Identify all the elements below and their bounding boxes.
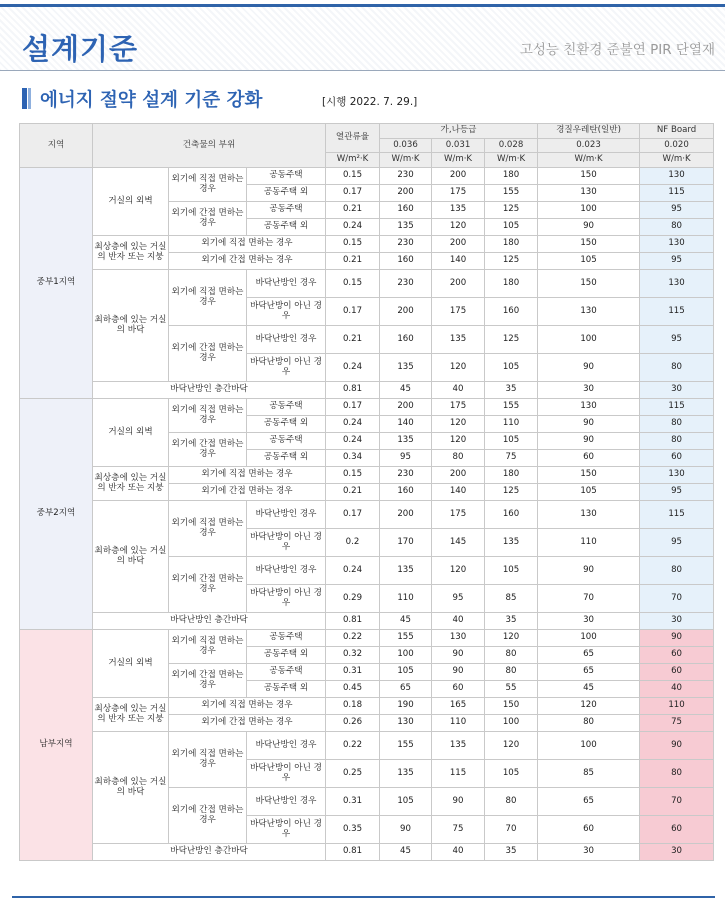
building-kind: 공동주택 외 — [247, 219, 326, 236]
cell-grade-036: 135 — [380, 760, 432, 788]
cell-grade-031: 175 — [432, 501, 485, 529]
design-standard-table — [19, 123, 714, 861]
building-kind: 공동주택 외 — [247, 647, 326, 664]
cell-grade-036: 135 — [380, 219, 432, 236]
cell-heat-transmittance: 0.81 — [326, 844, 380, 861]
part-exterior-wall: 거실의 외벽 — [93, 168, 169, 236]
cell-grade-036: 45 — [380, 382, 432, 399]
floor-heating-kind: 바닥난방이 아닌 경우 — [247, 298, 326, 326]
cell-grade-036: 230 — [380, 236, 432, 253]
cell-heat-transmittance: 0.32 — [326, 647, 380, 664]
cell-grade-028: 160 — [485, 298, 538, 326]
cell-grade-028: 70 — [485, 816, 538, 844]
table-row — [20, 613, 714, 630]
cell-heat-transmittance: 0.24 — [326, 416, 380, 433]
cell-nfboard: 80 — [640, 760, 714, 788]
cell-grade-028: 35 — [485, 382, 538, 399]
cell-grade-031: 90 — [432, 647, 485, 664]
exposure-label: 외기에 직접 면하는 경우 — [169, 168, 247, 202]
cell-heat-transmittance: 0.25 — [326, 760, 380, 788]
cell-grade-036: 135 — [380, 557, 432, 585]
building-kind: 공동주택 — [247, 664, 326, 681]
part-bottom-floor: 최하층에 있는 거실의 바닥 — [93, 732, 169, 844]
cell-urethane: 60 — [538, 450, 640, 467]
cell-heat-transmittance: 0.45 — [326, 681, 380, 698]
header-building-part: 건축물의 부위 — [93, 124, 326, 168]
exposure-label: 외기에 직접 면하는 경우 — [169, 399, 247, 433]
cell-grade-036: 105 — [380, 788, 432, 816]
floor-heating-kind: 바닥난방인 경우 — [247, 326, 326, 354]
part-bottom-floor: 최하층에 있는 거실의 바닥 — [93, 270, 169, 382]
header-group-urethane: 경질우레탄(일반) — [538, 124, 640, 139]
cell-nfboard: 30 — [640, 844, 714, 861]
exposure-label: 외기에 간접 면하는 경우 — [169, 557, 247, 613]
floor-heating-kind: 바닥난방인 경우 — [247, 270, 326, 298]
cell-nfboard: 60 — [640, 816, 714, 844]
table-row — [20, 382, 714, 399]
cell-nfboard: 80 — [640, 557, 714, 585]
exposure-label: 외기에 직접 면하는 경우 — [169, 501, 247, 557]
cell-nfboard: 115 — [640, 501, 714, 529]
cell-nfboard: 95 — [640, 202, 714, 219]
cell-grade-031: 135 — [432, 326, 485, 354]
exposure-label: 외기에 직접 면하는 경우 — [169, 630, 247, 664]
cell-urethane: 90 — [538, 354, 640, 382]
cell-urethane: 30 — [538, 844, 640, 861]
cell-grade-028: 155 — [485, 185, 538, 202]
cell-grade-031: 140 — [432, 484, 485, 501]
cell-nfboard: 115 — [640, 298, 714, 326]
floor-heating-kind: 바닥난방이 아닌 경우 — [247, 529, 326, 557]
cell-grade-028: 125 — [485, 202, 538, 219]
part-top-floor-roof: 최상층에 있는 거실의 반자 또는 지붕 — [93, 236, 169, 270]
cell-grade-031: 120 — [432, 416, 485, 433]
cell-grade-031: 120 — [432, 219, 485, 236]
building-kind: 공동주택 — [247, 399, 326, 416]
cell-grade-036: 110 — [380, 585, 432, 613]
part-interfloor: 바닥난방인 층간바닥 — [93, 613, 326, 630]
section-title: 에너지 절약 설계 기준 강화 — [40, 90, 263, 111]
cell-grade-028: 125 — [485, 253, 538, 270]
cell-nfboard: 70 — [640, 585, 714, 613]
cell-heat-transmittance: 0.81 — [326, 613, 380, 630]
exposure-label: 외기에 간접 면하는 경우 — [169, 253, 326, 270]
page-header — [0, 7, 725, 71]
exposure-label: 외기에 간접 면하는 경우 — [169, 715, 326, 732]
cell-grade-031: 130 — [432, 630, 485, 647]
exposure-label: 외기에 간접 면하는 경우 — [169, 788, 247, 844]
cell-nfboard: 130 — [640, 467, 714, 484]
cell-nfboard: 80 — [640, 433, 714, 450]
cell-grade-028: 85 — [485, 585, 538, 613]
cell-urethane: 150 — [538, 270, 640, 298]
cell-grade-028: 180 — [485, 270, 538, 298]
cell-grade-031: 115 — [432, 760, 485, 788]
cell-heat-transmittance: 0.15 — [326, 236, 380, 253]
cell-urethane: 130 — [538, 399, 640, 416]
cell-grade-028: 120 — [485, 630, 538, 647]
bottom-accent-line — [12, 896, 715, 898]
cell-heat-transmittance: 0.22 — [326, 630, 380, 647]
cell-heat-transmittance: 0.2 — [326, 529, 380, 557]
cell-heat-transmittance: 0.21 — [326, 202, 380, 219]
cell-grade-036: 95 — [380, 450, 432, 467]
cell-grade-036: 160 — [380, 202, 432, 219]
cell-grade-031: 110 — [432, 715, 485, 732]
cell-grade-031: 120 — [432, 433, 485, 450]
table-row — [20, 501, 714, 529]
header-lambda: 0.020 — [640, 139, 714, 153]
cell-grade-036: 200 — [380, 399, 432, 416]
cell-nfboard: 60 — [640, 664, 714, 681]
cell-urethane: 105 — [538, 484, 640, 501]
cell-urethane: 100 — [538, 202, 640, 219]
cell-grade-036: 160 — [380, 484, 432, 501]
cell-urethane: 130 — [538, 185, 640, 202]
cell-nfboard: 115 — [640, 185, 714, 202]
cell-nfboard: 130 — [640, 236, 714, 253]
cell-grade-031: 145 — [432, 529, 485, 557]
cell-nfboard: 30 — [640, 382, 714, 399]
building-kind: 공동주택 — [247, 168, 326, 185]
exposure-label: 외기에 간접 면하는 경우 — [169, 202, 247, 236]
cell-nfboard: 130 — [640, 168, 714, 185]
cell-grade-028: 105 — [485, 219, 538, 236]
cell-urethane: 100 — [538, 630, 640, 647]
cell-grade-036: 155 — [380, 732, 432, 760]
exposure-label: 외기에 직접 면하는 경우 — [169, 732, 247, 788]
section-bullet-icon — [22, 88, 27, 109]
cell-nfboard: 80 — [640, 354, 714, 382]
building-kind: 공동주택 외 — [247, 416, 326, 433]
part-top-floor-roof: 최상층에 있는 거실의 반자 또는 지붕 — [93, 698, 169, 732]
table-row — [20, 168, 714, 185]
cell-heat-transmittance: 0.24 — [326, 557, 380, 585]
cell-grade-031: 75 — [432, 816, 485, 844]
product-name: 고성능 친환경 준불연 PIR 단열재 — [519, 42, 715, 58]
cell-grade-031: 40 — [432, 382, 485, 399]
cell-nfboard: 30 — [640, 613, 714, 630]
cell-grade-036: 100 — [380, 647, 432, 664]
cell-urethane: 120 — [538, 698, 640, 715]
cell-grade-031: 175 — [432, 298, 485, 326]
exposure-label: 외기에 간접 면하는 경우 — [169, 326, 247, 382]
part-bottom-floor: 최하층에 있는 거실의 바닥 — [93, 501, 169, 613]
cell-grade-031: 175 — [432, 185, 485, 202]
cell-heat-transmittance: 0.81 — [326, 382, 380, 399]
part-top-floor-roof: 최상층에 있는 거실의 반자 또는 지붕 — [93, 467, 169, 501]
cell-grade-028: 80 — [485, 788, 538, 816]
table-row — [20, 844, 714, 861]
region-name: 중부1지역 — [20, 168, 93, 399]
exposure-label: 외기에 직접 면하는 경우 — [169, 236, 326, 253]
floor-heating-kind: 바닥난방이 아닌 경우 — [247, 816, 326, 844]
cell-grade-028: 80 — [485, 647, 538, 664]
header-lambda: 0.036 — [380, 139, 432, 153]
cell-urethane: 100 — [538, 732, 640, 760]
cell-grade-028: 100 — [485, 715, 538, 732]
cell-grade-031: 40 — [432, 844, 485, 861]
cell-nfboard: 90 — [640, 630, 714, 647]
cell-urethane: 130 — [538, 501, 640, 529]
cell-nfboard: 70 — [640, 788, 714, 816]
cell-grade-036: 170 — [380, 529, 432, 557]
cell-grade-028: 55 — [485, 681, 538, 698]
cell-urethane: 150 — [538, 467, 640, 484]
cell-urethane: 85 — [538, 760, 640, 788]
cell-nfboard: 95 — [640, 326, 714, 354]
cell-urethane: 90 — [538, 557, 640, 585]
building-kind: 공동주택 외 — [247, 185, 326, 202]
table-row — [20, 467, 714, 484]
table-row — [20, 630, 714, 647]
cell-grade-028: 105 — [485, 557, 538, 585]
floor-heating-kind: 바닥난방이 아닌 경우 — [247, 354, 326, 382]
cell-grade-028: 135 — [485, 529, 538, 557]
floor-heating-kind: 바닥난방인 경우 — [247, 501, 326, 529]
cell-grade-031: 175 — [432, 399, 485, 416]
cell-grade-028: 180 — [485, 168, 538, 185]
cell-urethane: 90 — [538, 219, 640, 236]
cell-heat-transmittance: 0.29 — [326, 585, 380, 613]
cell-grade-028: 110 — [485, 416, 538, 433]
cell-grade-036: 230 — [380, 467, 432, 484]
cell-nfboard: 95 — [640, 253, 714, 270]
cell-heat-transmittance: 0.17 — [326, 501, 380, 529]
cell-grade-031: 120 — [432, 557, 485, 585]
header-group-nfboard: NF Board — [640, 124, 714, 139]
cell-heat-transmittance: 0.15 — [326, 467, 380, 484]
cell-grade-031: 200 — [432, 236, 485, 253]
cell-heat-transmittance: 0.18 — [326, 698, 380, 715]
building-kind: 공동주택 외 — [247, 450, 326, 467]
cell-heat-transmittance: 0.24 — [326, 354, 380, 382]
cell-grade-028: 80 — [485, 664, 538, 681]
cell-urethane: 65 — [538, 647, 640, 664]
cell-grade-031: 135 — [432, 732, 485, 760]
cell-grade-031: 60 — [432, 681, 485, 698]
table-row — [20, 236, 714, 253]
cell-grade-031: 90 — [432, 788, 485, 816]
header-unit: W/m²·K — [326, 153, 380, 168]
cell-urethane: 70 — [538, 585, 640, 613]
cell-grade-028: 180 — [485, 467, 538, 484]
cell-grade-031: 200 — [432, 467, 485, 484]
cell-heat-transmittance: 0.35 — [326, 816, 380, 844]
cell-grade-028: 155 — [485, 399, 538, 416]
cell-grade-031: 165 — [432, 698, 485, 715]
cell-grade-028: 125 — [485, 484, 538, 501]
cell-grade-036: 200 — [380, 185, 432, 202]
cell-grade-036: 135 — [380, 354, 432, 382]
part-interfloor: 바닥난방인 층간바닥 — [93, 382, 326, 399]
cell-grade-028: 150 — [485, 698, 538, 715]
floor-heating-kind: 바닥난방인 경우 — [247, 732, 326, 760]
cell-grade-028: 105 — [485, 433, 538, 450]
exposure-label: 외기에 간접 면하는 경우 — [169, 664, 247, 698]
cell-grade-031: 200 — [432, 270, 485, 298]
cell-grade-036: 140 — [380, 416, 432, 433]
cell-urethane: 65 — [538, 664, 640, 681]
header-unit: W/m·K — [380, 153, 432, 168]
cell-heat-transmittance: 0.31 — [326, 664, 380, 681]
cell-grade-028: 125 — [485, 326, 538, 354]
cell-urethane: 60 — [538, 816, 640, 844]
cell-grade-036: 230 — [380, 270, 432, 298]
cell-grade-028: 180 — [485, 236, 538, 253]
cell-urethane: 100 — [538, 326, 640, 354]
cell-grade-031: 200 — [432, 168, 485, 185]
cell-urethane: 150 — [538, 236, 640, 253]
cell-urethane: 150 — [538, 168, 640, 185]
cell-heat-transmittance: 0.34 — [326, 450, 380, 467]
header-group-grade: 가,나등급 — [380, 124, 538, 139]
cell-nfboard: 90 — [640, 732, 714, 760]
cell-nfboard: 80 — [640, 416, 714, 433]
cell-grade-036: 65 — [380, 681, 432, 698]
cell-heat-transmittance: 0.15 — [326, 168, 380, 185]
cell-grade-036: 200 — [380, 298, 432, 326]
cell-grade-036: 155 — [380, 630, 432, 647]
building-kind: 공동주택 — [247, 202, 326, 219]
cell-grade-028: 105 — [485, 354, 538, 382]
cell-heat-transmittance: 0.26 — [326, 715, 380, 732]
cell-grade-028: 120 — [485, 732, 538, 760]
region-name: 중부2지역 — [20, 399, 93, 630]
header-lambda: 0.031 — [432, 139, 485, 153]
cell-urethane: 45 — [538, 681, 640, 698]
cell-grade-036: 230 — [380, 168, 432, 185]
cell-nfboard: 130 — [640, 270, 714, 298]
cell-heat-transmittance: 0.31 — [326, 788, 380, 816]
table-row — [20, 399, 714, 416]
cell-grade-031: 90 — [432, 664, 485, 681]
cell-grade-036: 45 — [380, 613, 432, 630]
cell-grade-028: 35 — [485, 613, 538, 630]
cell-heat-transmittance: 0.21 — [326, 484, 380, 501]
cell-grade-036: 160 — [380, 253, 432, 270]
cell-urethane: 65 — [538, 788, 640, 816]
cell-heat-transmittance: 0.17 — [326, 399, 380, 416]
table-row — [20, 732, 714, 760]
cell-grade-028: 35 — [485, 844, 538, 861]
cell-grade-036: 45 — [380, 844, 432, 861]
header-unit: W/m·K — [640, 153, 714, 168]
cell-grade-031: 120 — [432, 354, 485, 382]
cell-grade-036: 130 — [380, 715, 432, 732]
cell-nfboard: 60 — [640, 647, 714, 664]
exposure-label: 외기에 직접 면하는 경우 — [169, 270, 247, 326]
region-name: 남부지역 — [20, 630, 93, 861]
cell-grade-028: 160 — [485, 501, 538, 529]
header-divider — [0, 70, 725, 71]
header-region: 지역 — [20, 124, 93, 168]
section-date: [시행 2022. 7. 29.] — [322, 96, 418, 108]
part-interfloor: 바닥난방인 층간바닥 — [93, 844, 326, 861]
header-lambda: 0.028 — [485, 139, 538, 153]
cell-urethane: 110 — [538, 529, 640, 557]
header-heat-transmittance: 열관류율 — [326, 124, 380, 153]
cell-urethane: 80 — [538, 715, 640, 732]
table-row — [20, 270, 714, 298]
cell-grade-031: 80 — [432, 450, 485, 467]
cell-urethane: 90 — [538, 416, 640, 433]
cell-heat-transmittance: 0.21 — [326, 326, 380, 354]
section-bullet-accent — [28, 88, 31, 109]
table-row — [20, 698, 714, 715]
cell-heat-transmittance: 0.17 — [326, 298, 380, 326]
header-unit: W/m·K — [485, 153, 538, 168]
cell-grade-036: 105 — [380, 664, 432, 681]
cell-nfboard: 115 — [640, 399, 714, 416]
floor-heating-kind: 바닥난방이 아닌 경우 — [247, 585, 326, 613]
cell-heat-transmittance: 0.17 — [326, 185, 380, 202]
cell-grade-031: 40 — [432, 613, 485, 630]
cell-heat-transmittance: 0.15 — [326, 270, 380, 298]
header-unit: W/m·K — [432, 153, 485, 168]
building-kind: 공동주택 — [247, 630, 326, 647]
exposure-label: 외기에 직접 면하는 경우 — [169, 467, 326, 484]
cell-heat-transmittance: 0.22 — [326, 732, 380, 760]
cell-nfboard: 60 — [640, 450, 714, 467]
floor-heating-kind: 바닥난방이 아닌 경우 — [247, 760, 326, 788]
cell-grade-036: 200 — [380, 501, 432, 529]
cell-grade-028: 105 — [485, 760, 538, 788]
cell-urethane: 105 — [538, 253, 640, 270]
floor-heating-kind: 바닥난방인 경우 — [247, 788, 326, 816]
building-kind: 공동주택 — [247, 433, 326, 450]
cell-heat-transmittance: 0.24 — [326, 219, 380, 236]
cell-urethane: 30 — [538, 382, 640, 399]
header-lambda: 0.023 — [538, 139, 640, 153]
cell-grade-036: 90 — [380, 816, 432, 844]
cell-urethane: 130 — [538, 298, 640, 326]
cell-nfboard: 40 — [640, 681, 714, 698]
page-title: 설계기준 — [22, 32, 139, 66]
floor-heating-kind: 바닥난방인 경우 — [247, 557, 326, 585]
cell-grade-031: 95 — [432, 585, 485, 613]
cell-heat-transmittance: 0.21 — [326, 253, 380, 270]
cell-grade-036: 160 — [380, 326, 432, 354]
part-exterior-wall: 거실의 외벽 — [93, 630, 169, 698]
exposure-label: 외기에 간접 면하는 경우 — [169, 433, 247, 467]
exposure-label: 외기에 간접 면하는 경우 — [169, 484, 326, 501]
cell-grade-028: 75 — [485, 450, 538, 467]
cell-nfboard: 110 — [640, 698, 714, 715]
part-exterior-wall: 거실의 외벽 — [93, 399, 169, 467]
cell-nfboard: 95 — [640, 484, 714, 501]
cell-grade-036: 135 — [380, 433, 432, 450]
building-kind: 공동주택 외 — [247, 681, 326, 698]
cell-nfboard: 80 — [640, 219, 714, 236]
header-unit: W/m·K — [538, 153, 640, 168]
cell-nfboard: 75 — [640, 715, 714, 732]
cell-grade-031: 135 — [432, 202, 485, 219]
cell-grade-036: 190 — [380, 698, 432, 715]
cell-urethane: 90 — [538, 433, 640, 450]
cell-heat-transmittance: 0.24 — [326, 433, 380, 450]
exposure-label: 외기에 직접 면하는 경우 — [169, 698, 326, 715]
cell-nfboard: 95 — [640, 529, 714, 557]
cell-urethane: 30 — [538, 613, 640, 630]
cell-grade-031: 140 — [432, 253, 485, 270]
